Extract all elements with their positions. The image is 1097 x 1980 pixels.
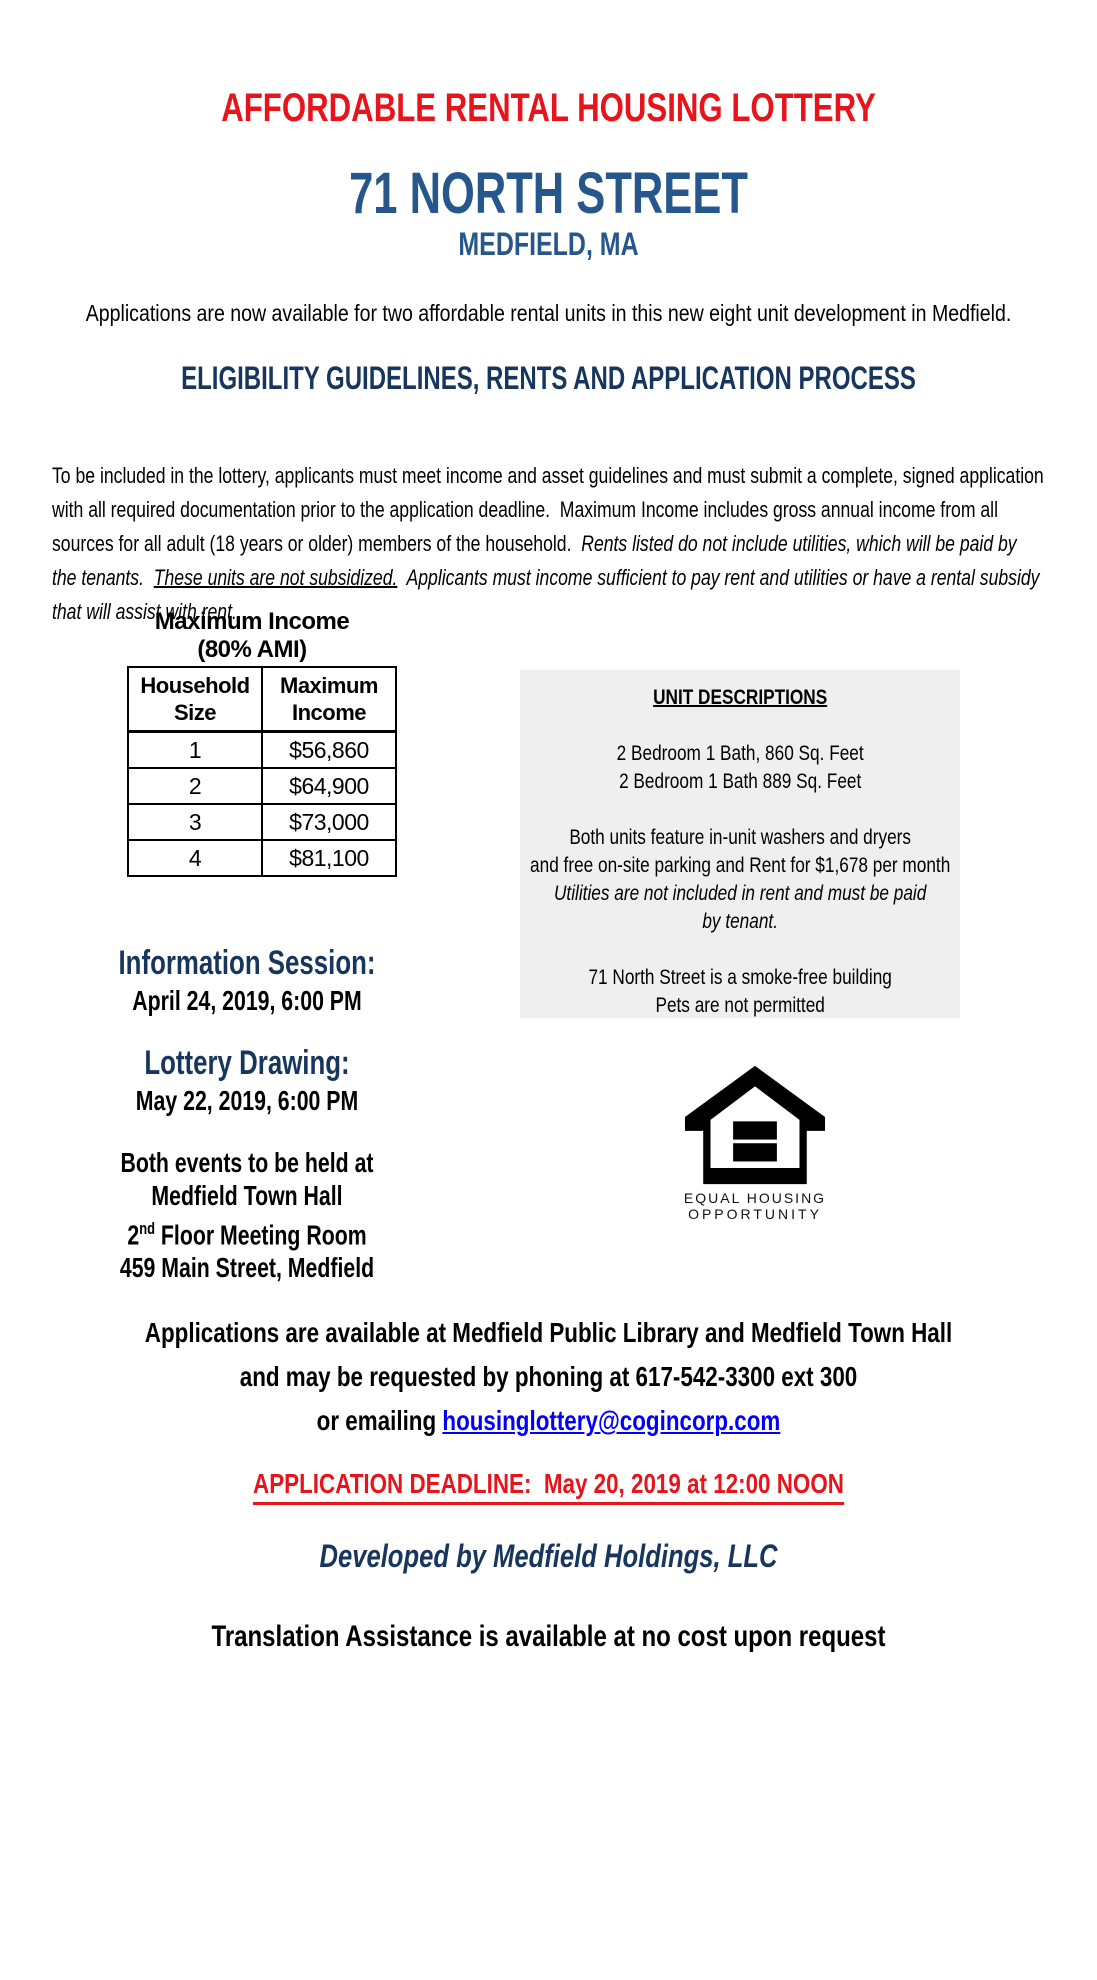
intro-line: Applications are now available for two affordable rental units in this new eight unit development in Medfield. (85, 300, 1012, 326)
paragraph-normal-text: To be included in the lottery, applicants must meet income and asset guidelines and must submit a complete, signed application with all required documentation prior to the application deadline. Maximum Income includes gross annual income from all sources for all adult (18 years or older) members of the household. (52, 463, 1049, 556)
lottery-drawing-label: Lottery Drawing: (144, 1044, 350, 1082)
table-row (128, 804, 396, 840)
maximum-income-cell: $56,860 (262, 732, 396, 769)
unit-smoke-free-line: 71 North Street is a smoke-free building (588, 966, 892, 989)
unit-utilities-line-2: by tenant. (702, 910, 778, 933)
application-deadline-text: APPLICATION DEADLINE: May 20, 2019 at 12:00 NOON (253, 1468, 844, 1505)
equal-housing-opportunity-logo (655, 1063, 855, 1222)
household-size-cell: 2 (128, 768, 262, 804)
unit-feature-line-2: and free on-site parking and Rent for $1,678 per month (530, 854, 951, 877)
city-subtitle: MEDFIELD, MA (458, 226, 639, 262)
venue-floor-text: Floor Meeting Room (155, 1219, 367, 1251)
table-row (128, 732, 396, 769)
maximum-income-cell: $81,100 (262, 840, 396, 876)
table-header-row (128, 667, 396, 732)
section-heading: ELIGIBILITY GUIDELINES, RENTS AND APPLICATION PROCESS (181, 360, 916, 396)
household-size-cell: 4 (128, 840, 262, 876)
venue-line-4: 459 Main Street, Medfield (119, 1252, 375, 1284)
information-session-block (87, 943, 406, 1018)
email-link[interactable]: housinglottery@cogincorp.com (442, 1405, 781, 1436)
maximum-income-cell: $64,900 (262, 768, 396, 804)
availability-block (110, 1311, 988, 1443)
unit-descriptions-title: UNIT DESCRIPTIONS (653, 686, 828, 709)
paragraph-underlined-text: These units are not subsidized. (153, 565, 398, 590)
lottery-drawing-date: May 22, 2019, 6:00 PM (135, 1085, 359, 1116)
caption-line-1: Maximum Income (154, 608, 350, 635)
table-row (128, 840, 396, 876)
page-title: AFFORDABLE RENTAL HOUSING LOTTERY (221, 86, 876, 130)
unit-desc-line-1: 2 Bedroom 1 Bath, 860 Sq. Feet (616, 742, 864, 765)
availability-line-2: and may be requested by phoning at 617-542-3300 ext 300 (239, 1361, 858, 1392)
paragraph-italic-text-2: Applicants must income sufficient to pay rent and utilities or have a rental subsidy that will assist with rent. (52, 565, 1045, 624)
unit-desc-line-2: 2 Bedroom 1 Bath 889 Sq. Feet (619, 770, 862, 793)
venue-block (87, 1146, 406, 1284)
eho-text-line-1: EQUAL HOUSING (683, 1190, 827, 1206)
venue-floor-number: 2 (127, 1219, 140, 1251)
maximum-income-cell: $73,000 (262, 804, 396, 840)
venue-floor-ordinal: nd (139, 1219, 156, 1238)
paragraph-italic-text: Rents listed do not include utilities, which will be paid by the tenants. (52, 531, 1022, 590)
unit-feature-line-1: Both units feature in-unit washers and dryers (569, 826, 912, 849)
col-header-maximum-income: Maximum Income (262, 667, 396, 732)
income-table (127, 666, 397, 877)
unit-pets-line: Pets are not permitted (655, 994, 825, 1017)
venue-line-1: Both events to be held at (120, 1147, 374, 1178)
household-size-cell: 1 (128, 732, 262, 769)
unit-descriptions-box (520, 670, 960, 1018)
availability-line-1: Applications are available at Medfield Public Library and Medfield Town Hall (144, 1317, 953, 1348)
translation-assistance-line: Translation Assistance is available at no cost upon request (211, 1620, 886, 1653)
venue-line-2: Medfield Town Hall (151, 1180, 343, 1211)
street-title: 71 NORTH STREET (349, 161, 748, 226)
table-row (128, 768, 396, 804)
information-session-label: Information Session: (118, 944, 376, 982)
income-table-caption (127, 608, 377, 664)
email-prefix-text: or emailing (316, 1405, 443, 1436)
household-size-cell: 3 (128, 804, 262, 840)
developer-credit: Developed by Medfield Holdings, LLC (319, 1538, 778, 1574)
venue-line-3 (87, 1212, 406, 1251)
equal-housing-house-icon (682, 1063, 828, 1187)
lottery-drawing-block (87, 1043, 406, 1118)
unit-utilities-line-1: Utilities are not included in rent and must be paid (553, 882, 927, 905)
eligibility-paragraph (52, 459, 1049, 629)
availability-line-3 (110, 1399, 988, 1443)
caption-line-2: (80% AMI) (197, 636, 307, 663)
col-header-household-size: Household Size (128, 667, 262, 732)
information-session-date: April 24, 2019, 6:00 PM (132, 985, 362, 1016)
application-deadline (110, 1468, 988, 1500)
eho-text-line-2: OPPORTUNITY (688, 1206, 822, 1222)
